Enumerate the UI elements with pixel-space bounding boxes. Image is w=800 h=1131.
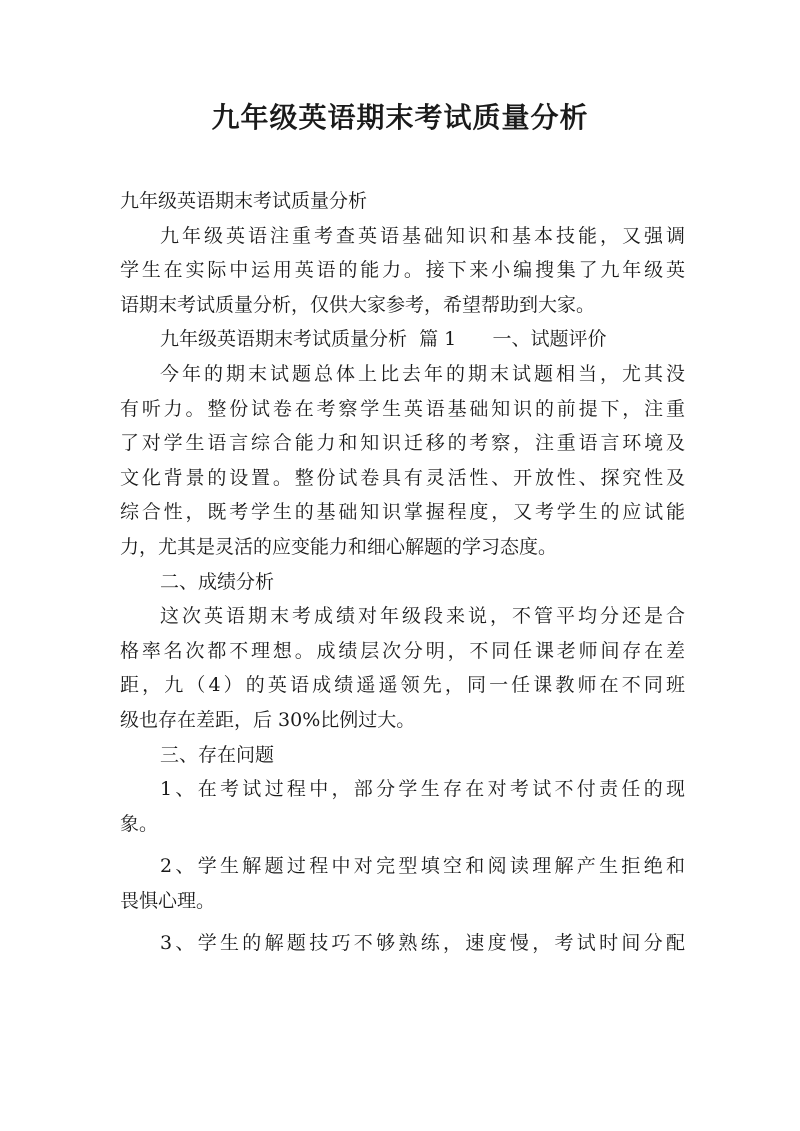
text-line: 九年级英语注重考查英语基础知识和基本技能，又强调 — [160, 224, 685, 247]
text-line: 2、学生解题过程中对完型填空和阅读理解产生拒绝和 — [160, 855, 685, 878]
text-line: 了对学生语言综合能力和知识迁移的考察，注重语言环境及 — [120, 432, 685, 455]
text-line: 畏惧心理。 — [120, 889, 216, 912]
text-line: 语期末考试质量分析，仅供大家参考，希望帮助到大家。 — [120, 293, 596, 316]
text-line: 距，九（4）的英语成绩遥遥领先，同一任课教师在不同班 — [120, 674, 685, 697]
text-line: 象。 — [120, 812, 159, 835]
text-line: 3、学生的解题技巧不够熟练，速度慢，考试时间分配 — [160, 932, 685, 955]
text-line: 九年级英语期末考试质量分析 — [120, 190, 368, 212]
text-line: 级也存在差距，后 30%比例过大。 — [120, 708, 416, 731]
page-title: 九年级英语期末考试质量分析 — [211, 101, 589, 134]
text-line: 文化背景的设置。整份试卷具有灵活性、开放性、探究性及 — [120, 466, 685, 489]
text-line: 有听力。整份试卷在考察学生英语基础知识的前提下，注重 — [120, 397, 685, 420]
text-line: 这次英语期末考成绩对年级段来说，不管平均分还是合 — [160, 605, 685, 628]
text-line: 1、在考试过程中，部分学生存在对考试不付责任的现 — [160, 778, 685, 801]
text-line: 格率名次都不理想。成绩层次分明，不同任课老师间存在差 — [120, 639, 685, 662]
text-line: 力，尤其是灵活的应变能力和细心解题的学习态度。 — [120, 535, 558, 558]
text-line: 今年的期末试题总体上比去年的期末试题相当，尤其没 — [160, 362, 685, 385]
document-body — [120, 184, 685, 961]
text-line: 学生在实际中运用英语的能力。接下来小编搜集了九年级英 — [120, 259, 685, 282]
text-line: 九年级英语期末考试质量分析 篇 1 一、试题评价 — [160, 328, 607, 351]
text-line: 综合性，既考学生的基础知识掌握程度，又考学生的应试能 — [120, 501, 685, 524]
section-heading: 三、存在问题 — [160, 743, 275, 766]
section-heading: 二、成绩分析 — [160, 570, 275, 593]
